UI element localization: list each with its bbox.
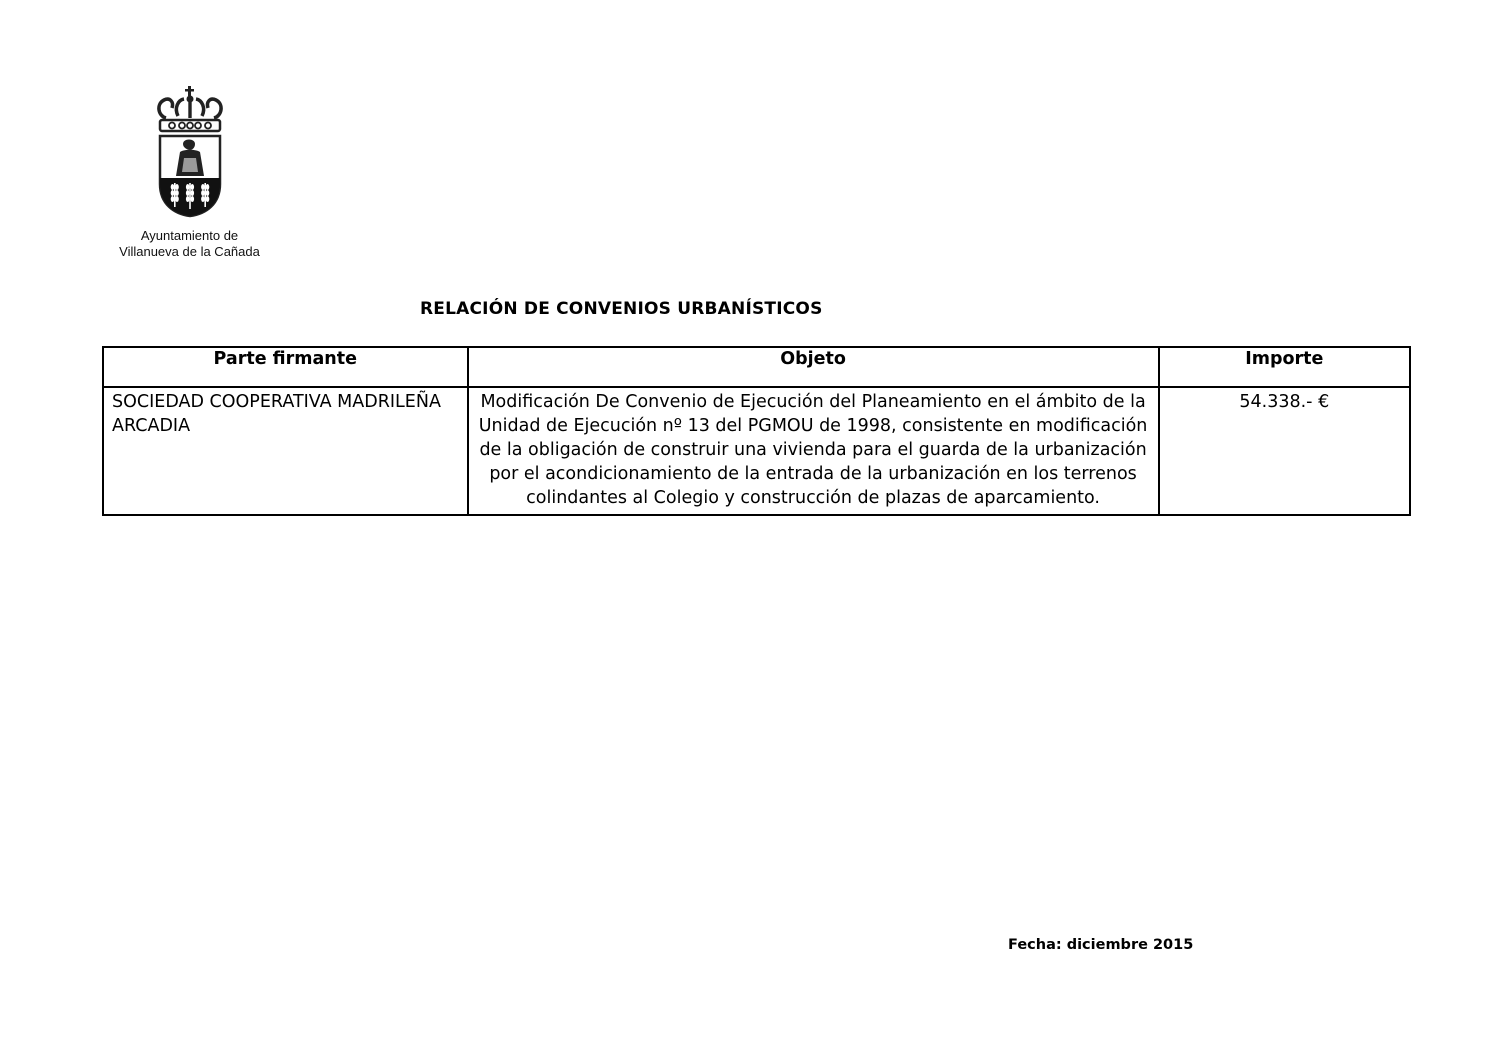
convenios-table bbox=[102, 346, 1411, 516]
document-date: Fecha: diciembre 2015 bbox=[1008, 937, 1194, 953]
cell-parte-firmante: SOCIEDAD COOPERATIVA MADRILEÑA ARCADIA bbox=[103, 387, 468, 515]
cell-objeto: Modificación De Convenio de Ejecución del Planeamiento en el ámbito de la Unidad de Ejecución nº 13 del PGMOU de 1998, consistente en modificación de la obligación de construir una vivienda para el guarda de la urbanización por el acondicionamiento de la entrada de la urbanización en los terrenos colindantes al Colegio y construcción de plazas de aparcamiento. bbox=[468, 387, 1159, 515]
column-header-objeto: Objeto bbox=[468, 347, 1159, 387]
org-name-line-2: Villanueva de la Cañada bbox=[119, 244, 260, 259]
document-title: RELACIÓN DE CONVENIOS URBANÍSTICOS bbox=[420, 299, 823, 319]
column-header-parte: Parte firmante bbox=[103, 347, 468, 387]
column-header-importe: Importe bbox=[1159, 347, 1410, 387]
table-header-row bbox=[103, 347, 1410, 387]
table-row bbox=[103, 387, 1410, 515]
letterhead bbox=[112, 86, 267, 260]
cell-importe: 54.338.- € bbox=[1159, 387, 1410, 515]
municipal-coat-of-arms-icon bbox=[150, 86, 230, 218]
org-name-line-1: Ayuntamiento de bbox=[140, 228, 239, 243]
